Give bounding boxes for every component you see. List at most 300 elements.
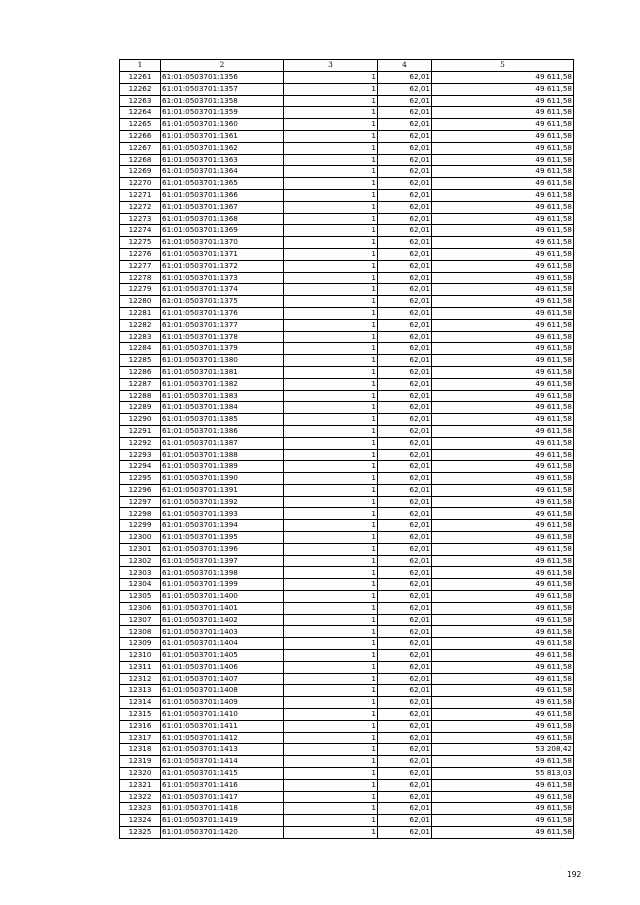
- cadastral-number-cell: 61:01:0503701:1379: [161, 343, 284, 355]
- value-cell: 49 611,58: [432, 437, 574, 449]
- row-number-cell: 12267: [120, 142, 161, 154]
- area-cell: 62,01: [378, 414, 432, 426]
- count-cell: 1: [284, 331, 378, 343]
- table-row: [120, 260, 574, 272]
- area-cell: 62,01: [378, 638, 432, 650]
- table-row: [120, 237, 574, 249]
- row-number-cell: 12323: [120, 803, 161, 815]
- row-number-cell: 12313: [120, 685, 161, 697]
- area-cell: 62,01: [378, 602, 432, 614]
- row-number-cell: 12309: [120, 638, 161, 650]
- value-cell: 49 611,58: [432, 414, 574, 426]
- area-cell: 62,01: [378, 461, 432, 473]
- value-cell: 49 611,58: [432, 720, 574, 732]
- cadastral-number-cell: 61:01:0503701:1404: [161, 638, 284, 650]
- count-cell: 1: [284, 555, 378, 567]
- value-cell: 49 611,58: [432, 225, 574, 237]
- cadastral-number-cell: 61:01:0503701:1390: [161, 473, 284, 485]
- count-cell: 1: [284, 272, 378, 284]
- area-cell: 62,01: [378, 166, 432, 178]
- value-cell: 49 611,58: [432, 296, 574, 308]
- value-cell: 49 611,58: [432, 142, 574, 154]
- table-row: [120, 425, 574, 437]
- column-header-3: 3: [284, 60, 378, 72]
- cadastral-number-cell: 61:01:0503701:1373: [161, 272, 284, 284]
- area-cell: 62,01: [378, 744, 432, 756]
- area-cell: 62,01: [378, 484, 432, 496]
- value-cell: 49 611,58: [432, 130, 574, 142]
- value-cell: 49 611,58: [432, 484, 574, 496]
- table-row: [120, 685, 574, 697]
- cadastral-number-cell: 61:01:0503701:1360: [161, 119, 284, 131]
- row-number-cell: 12282: [120, 319, 161, 331]
- value-cell: 49 611,58: [432, 154, 574, 166]
- cadastral-number-cell: 61:01:0503701:1412: [161, 732, 284, 744]
- value-cell: 49 611,58: [432, 827, 574, 839]
- area-cell: 62,01: [378, 331, 432, 343]
- area-cell: 62,01: [378, 237, 432, 249]
- cadastral-number-cell: 61:01:0503701:1368: [161, 213, 284, 225]
- value-cell: 49 611,58: [432, 461, 574, 473]
- row-number-cell: 12268: [120, 154, 161, 166]
- count-cell: 1: [284, 579, 378, 591]
- area-cell: 62,01: [378, 614, 432, 626]
- value-cell: 49 611,58: [432, 532, 574, 544]
- count-cell: 1: [284, 602, 378, 614]
- count-cell: 1: [284, 591, 378, 603]
- table-row: [120, 768, 574, 780]
- value-cell: 49 611,58: [432, 213, 574, 225]
- value-cell: 49 611,58: [432, 567, 574, 579]
- table-row: [120, 142, 574, 154]
- count-cell: 1: [284, 142, 378, 154]
- value-cell: 49 611,58: [432, 284, 574, 296]
- cadastral-number-cell: 61:01:0503701:1419: [161, 815, 284, 827]
- count-cell: 1: [284, 791, 378, 803]
- value-cell: 49 611,58: [432, 685, 574, 697]
- count-cell: 1: [284, 484, 378, 496]
- value-cell: 49 611,58: [432, 366, 574, 378]
- cadastral-number-cell: 61:01:0503701:1406: [161, 661, 284, 673]
- cadastral-number-cell: 61:01:0503701:1395: [161, 532, 284, 544]
- cadastral-number-cell: 61:01:0503701:1362: [161, 142, 284, 154]
- cadastral-number-cell: 61:01:0503701:1408: [161, 685, 284, 697]
- count-cell: 1: [284, 72, 378, 84]
- row-number-cell: 12301: [120, 543, 161, 555]
- value-cell: 49 611,58: [432, 756, 574, 768]
- count-cell: 1: [284, 461, 378, 473]
- count-cell: 1: [284, 95, 378, 107]
- area-cell: 62,01: [378, 366, 432, 378]
- cadastral-number-cell: 61:01:0503701:1394: [161, 520, 284, 532]
- area-cell: 62,01: [378, 296, 432, 308]
- table-row: [120, 579, 574, 591]
- value-cell: 49 611,58: [432, 331, 574, 343]
- table-row: [120, 213, 574, 225]
- table-row: [120, 555, 574, 567]
- count-cell: 1: [284, 508, 378, 520]
- table-row: [120, 366, 574, 378]
- value-cell: 49 611,58: [432, 449, 574, 461]
- cadastral-number-cell: 61:01:0503701:1417: [161, 791, 284, 803]
- cadastral-number-cell: 61:01:0503701:1385: [161, 414, 284, 426]
- table-row: [120, 744, 574, 756]
- cadastral-number-cell: 61:01:0503701:1387: [161, 437, 284, 449]
- count-cell: 1: [284, 178, 378, 190]
- table-row: [120, 697, 574, 709]
- cadastral-number-cell: 61:01:0503701:1398: [161, 567, 284, 579]
- cadastral-number-cell: 61:01:0503701:1400: [161, 591, 284, 603]
- area-cell: 62,01: [378, 260, 432, 272]
- table-row: [120, 602, 574, 614]
- table-row: [120, 343, 574, 355]
- table-row: [120, 815, 574, 827]
- table-row: [120, 272, 574, 284]
- value-cell: 49 611,58: [432, 650, 574, 662]
- value-cell: 49 611,58: [432, 779, 574, 791]
- value-cell: 49 611,58: [432, 508, 574, 520]
- row-number-cell: 12285: [120, 355, 161, 367]
- area-cell: 62,01: [378, 225, 432, 237]
- count-cell: 1: [284, 355, 378, 367]
- value-cell: 49 611,58: [432, 803, 574, 815]
- row-number-cell: 12262: [120, 83, 161, 95]
- table-row: [120, 319, 574, 331]
- count-cell: 1: [284, 567, 378, 579]
- value-cell: 55 813,03: [432, 768, 574, 780]
- cadastral-number-cell: 61:01:0503701:1378: [161, 331, 284, 343]
- area-cell: 62,01: [378, 803, 432, 815]
- area-cell: 62,01: [378, 95, 432, 107]
- table-row: [120, 650, 574, 662]
- value-cell: 49 611,58: [432, 201, 574, 213]
- cadastral-number-cell: 61:01:0503701:1415: [161, 768, 284, 780]
- area-cell: 62,01: [378, 626, 432, 638]
- count-cell: 1: [284, 815, 378, 827]
- table-body: [120, 72, 574, 839]
- area-cell: 62,01: [378, 319, 432, 331]
- row-number-cell: 12295: [120, 473, 161, 485]
- area-cell: 62,01: [378, 154, 432, 166]
- count-cell: 1: [284, 768, 378, 780]
- cadastral-number-cell: 61:01:0503701:1416: [161, 779, 284, 791]
- table-row: [120, 307, 574, 319]
- cadastral-number-cell: 61:01:0503701:1399: [161, 579, 284, 591]
- count-cell: 1: [284, 685, 378, 697]
- row-number-cell: 12321: [120, 779, 161, 791]
- count-cell: 1: [284, 520, 378, 532]
- value-cell: 49 611,58: [432, 520, 574, 532]
- area-cell: 62,01: [378, 378, 432, 390]
- area-cell: 62,01: [378, 343, 432, 355]
- cadastral-number-cell: 61:01:0503701:1411: [161, 720, 284, 732]
- row-number-cell: 12266: [120, 130, 161, 142]
- count-cell: 1: [284, 260, 378, 272]
- value-cell: 49 611,58: [432, 307, 574, 319]
- count-cell: 1: [284, 425, 378, 437]
- row-number-cell: 12325: [120, 827, 161, 839]
- value-cell: 53 208,42: [432, 744, 574, 756]
- count-cell: 1: [284, 720, 378, 732]
- area-cell: 62,01: [378, 555, 432, 567]
- area-cell: 62,01: [378, 496, 432, 508]
- area-cell: 62,01: [378, 520, 432, 532]
- row-number-cell: 12283: [120, 331, 161, 343]
- area-cell: 62,01: [378, 473, 432, 485]
- table-row: [120, 449, 574, 461]
- column-header-2: 2: [161, 60, 284, 72]
- table-row: [120, 779, 574, 791]
- value-cell: 49 611,58: [432, 83, 574, 95]
- count-cell: 1: [284, 732, 378, 744]
- area-cell: 62,01: [378, 130, 432, 142]
- row-number-cell: 12311: [120, 661, 161, 673]
- cadastral-number-cell: 61:01:0503701:1420: [161, 827, 284, 839]
- value-cell: 49 611,58: [432, 272, 574, 284]
- count-cell: 1: [284, 756, 378, 768]
- table-row: [120, 791, 574, 803]
- count-cell: 1: [284, 237, 378, 249]
- count-cell: 1: [284, 319, 378, 331]
- value-cell: 49 611,58: [432, 543, 574, 555]
- value-cell: 49 611,58: [432, 119, 574, 131]
- cadastral-number-cell: 61:01:0503701:1374: [161, 284, 284, 296]
- count-cell: 1: [284, 213, 378, 225]
- value-cell: 49 611,58: [432, 402, 574, 414]
- row-number-cell: 12302: [120, 555, 161, 567]
- count-cell: 1: [284, 201, 378, 213]
- row-number-cell: 12263: [120, 95, 161, 107]
- cadastral-number-cell: 61:01:0503701:1397: [161, 555, 284, 567]
- area-cell: 62,01: [378, 650, 432, 662]
- value-cell: 49 611,58: [432, 602, 574, 614]
- cadastral-number-cell: 61:01:0503701:1371: [161, 248, 284, 260]
- value-cell: 49 611,58: [432, 72, 574, 84]
- value-cell: 49 611,58: [432, 555, 574, 567]
- row-number-cell: 12264: [120, 107, 161, 119]
- cadastral-number-cell: 61:01:0503701:1391: [161, 484, 284, 496]
- cadastral-number-cell: 61:01:0503701:1380: [161, 355, 284, 367]
- area-cell: 62,01: [378, 402, 432, 414]
- cadastral-number-cell: 61:01:0503701:1358: [161, 95, 284, 107]
- area-cell: 62,01: [378, 284, 432, 296]
- cadastral-number-cell: 61:01:0503701:1405: [161, 650, 284, 662]
- row-number-cell: 12271: [120, 189, 161, 201]
- value-cell: 49 611,58: [432, 378, 574, 390]
- count-cell: 1: [284, 650, 378, 662]
- table-row: [120, 296, 574, 308]
- value-cell: 49 611,58: [432, 496, 574, 508]
- row-number-cell: 12308: [120, 626, 161, 638]
- area-cell: 62,01: [378, 709, 432, 721]
- row-number-cell: 12290: [120, 414, 161, 426]
- area-cell: 62,01: [378, 142, 432, 154]
- count-cell: 1: [284, 414, 378, 426]
- count-cell: 1: [284, 673, 378, 685]
- value-cell: 49 611,58: [432, 343, 574, 355]
- area-cell: 62,01: [378, 119, 432, 131]
- value-cell: 49 611,58: [432, 626, 574, 638]
- table-row: [120, 567, 574, 579]
- row-number-cell: 12275: [120, 237, 161, 249]
- row-number-cell: 12307: [120, 614, 161, 626]
- cadastral-number-cell: 61:01:0503701:1410: [161, 709, 284, 721]
- count-cell: 1: [284, 827, 378, 839]
- row-number-cell: 12265: [120, 119, 161, 131]
- cadastral-number-cell: 61:01:0503701:1396: [161, 543, 284, 555]
- row-number-cell: 12306: [120, 602, 161, 614]
- row-number-cell: 12269: [120, 166, 161, 178]
- table-row: [120, 532, 574, 544]
- table-row: [120, 437, 574, 449]
- area-cell: 62,01: [378, 720, 432, 732]
- area-cell: 62,01: [378, 178, 432, 190]
- area-cell: 62,01: [378, 437, 432, 449]
- table-row: [120, 496, 574, 508]
- table-row: [120, 166, 574, 178]
- row-number-cell: 12286: [120, 366, 161, 378]
- row-number-cell: 12303: [120, 567, 161, 579]
- column-header-4: 4: [378, 60, 432, 72]
- value-cell: 49 611,58: [432, 638, 574, 650]
- table-row: [120, 178, 574, 190]
- count-cell: 1: [284, 366, 378, 378]
- table-row: [120, 591, 574, 603]
- cadastral-number-cell: 61:01:0503701:1409: [161, 697, 284, 709]
- cadastral-number-cell: 61:01:0503701:1383: [161, 390, 284, 402]
- value-cell: 49 611,58: [432, 473, 574, 485]
- cadastral-number-cell: 61:01:0503701:1401: [161, 602, 284, 614]
- cadastral-number-cell: 61:01:0503701:1403: [161, 626, 284, 638]
- row-number-cell: 12293: [120, 449, 161, 461]
- count-cell: 1: [284, 449, 378, 461]
- cadastral-number-cell: 61:01:0503701:1389: [161, 461, 284, 473]
- value-cell: 49 611,58: [432, 355, 574, 367]
- data-table: [119, 59, 574, 839]
- area-cell: 62,01: [378, 390, 432, 402]
- count-cell: 1: [284, 661, 378, 673]
- cadastral-number-cell: 61:01:0503701:1365: [161, 178, 284, 190]
- cadastral-number-cell: 61:01:0503701:1377: [161, 319, 284, 331]
- cadastral-number-cell: 61:01:0503701:1356: [161, 72, 284, 84]
- row-number-cell: 12318: [120, 744, 161, 756]
- table-row: [120, 543, 574, 555]
- row-number-cell: 12296: [120, 484, 161, 496]
- area-cell: 62,01: [378, 579, 432, 591]
- row-number-cell: 12288: [120, 390, 161, 402]
- value-cell: 49 611,58: [432, 189, 574, 201]
- value-cell: 49 611,58: [432, 579, 574, 591]
- count-cell: 1: [284, 166, 378, 178]
- value-cell: 49 611,58: [432, 661, 574, 673]
- count-cell: 1: [284, 496, 378, 508]
- count-cell: 1: [284, 744, 378, 756]
- count-cell: 1: [284, 119, 378, 131]
- count-cell: 1: [284, 532, 378, 544]
- area-cell: 62,01: [378, 567, 432, 579]
- row-number-cell: 12276: [120, 248, 161, 260]
- row-number-cell: 12284: [120, 343, 161, 355]
- row-number-cell: 12322: [120, 791, 161, 803]
- area-cell: 62,01: [378, 355, 432, 367]
- area-cell: 62,01: [378, 732, 432, 744]
- area-cell: 62,01: [378, 697, 432, 709]
- row-number-cell: 12273: [120, 213, 161, 225]
- table-row: [120, 720, 574, 732]
- table-row: [120, 284, 574, 296]
- count-cell: 1: [284, 402, 378, 414]
- count-cell: 1: [284, 307, 378, 319]
- table-row: [120, 484, 574, 496]
- table-row: [120, 673, 574, 685]
- area-cell: 62,01: [378, 201, 432, 213]
- value-cell: 49 611,58: [432, 319, 574, 331]
- value-cell: 49 611,58: [432, 107, 574, 119]
- area-cell: 62,01: [378, 425, 432, 437]
- area-cell: 62,01: [378, 779, 432, 791]
- area-cell: 62,01: [378, 827, 432, 839]
- column-header-5: 5: [432, 60, 574, 72]
- count-cell: 1: [284, 779, 378, 791]
- area-cell: 62,01: [378, 72, 432, 84]
- table-row: [120, 508, 574, 520]
- row-number-cell: 12278: [120, 272, 161, 284]
- area-cell: 62,01: [378, 213, 432, 225]
- table-row: [120, 756, 574, 768]
- row-number-cell: 12297: [120, 496, 161, 508]
- area-cell: 62,01: [378, 768, 432, 780]
- table-row: [120, 83, 574, 95]
- value-cell: 49 611,58: [432, 732, 574, 744]
- cadastral-number-cell: 61:01:0503701:1357: [161, 83, 284, 95]
- table-header: [120, 60, 574, 72]
- table-row: [120, 119, 574, 131]
- table-row: [120, 626, 574, 638]
- count-cell: 1: [284, 296, 378, 308]
- area-cell: 62,01: [378, 449, 432, 461]
- row-number-cell: 12314: [120, 697, 161, 709]
- count-cell: 1: [284, 473, 378, 485]
- row-number-cell: 12281: [120, 307, 161, 319]
- area-cell: 62,01: [378, 591, 432, 603]
- table-row: [120, 402, 574, 414]
- count-cell: 1: [284, 390, 378, 402]
- area-cell: 62,01: [378, 791, 432, 803]
- count-cell: 1: [284, 189, 378, 201]
- value-cell: 49 611,58: [432, 614, 574, 626]
- row-number-cell: 12270: [120, 178, 161, 190]
- area-cell: 62,01: [378, 189, 432, 201]
- cadastral-number-cell: 61:01:0503701:1363: [161, 154, 284, 166]
- cadastral-number-cell: 61:01:0503701:1382: [161, 378, 284, 390]
- page-number: 192: [567, 870, 582, 879]
- row-number-cell: 12292: [120, 437, 161, 449]
- count-cell: 1: [284, 437, 378, 449]
- table-row: [120, 473, 574, 485]
- table-row: [120, 201, 574, 213]
- row-number-cell: 12279: [120, 284, 161, 296]
- table-row: [120, 189, 574, 201]
- row-number-cell: 12287: [120, 378, 161, 390]
- table-row: [120, 355, 574, 367]
- table-row: [120, 461, 574, 473]
- count-cell: 1: [284, 709, 378, 721]
- area-cell: 62,01: [378, 543, 432, 555]
- table-row: [120, 378, 574, 390]
- count-cell: 1: [284, 543, 378, 555]
- cadastral-number-cell: 61:01:0503701:1393: [161, 508, 284, 520]
- value-cell: 49 611,58: [432, 791, 574, 803]
